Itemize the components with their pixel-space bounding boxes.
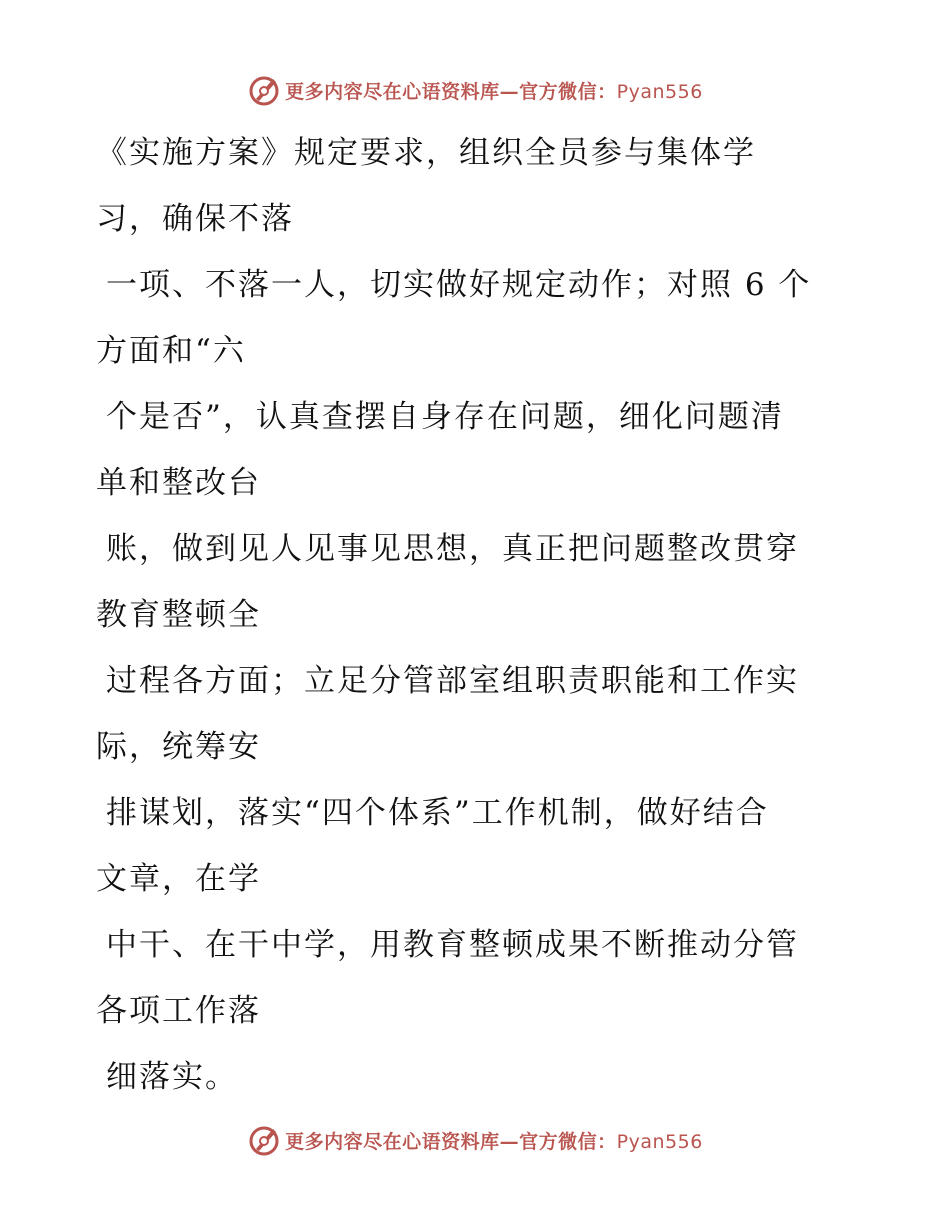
text-line: 单和整改台	[96, 465, 261, 501]
text-line: 细落实。	[106, 1059, 238, 1095]
quill-logo-icon	[247, 1123, 281, 1157]
text-line: 际，统筹安	[96, 729, 261, 765]
header-watermark	[0, 70, 950, 110]
text-line: 过程各方面；立足分管部室组职责职能和工作实	[106, 663, 799, 699]
quill-logo-icon	[247, 73, 281, 107]
text-line: 习，确保不落	[96, 201, 294, 237]
text-line: 排谋划，落实“四个体系”工作机制，做好结合	[106, 795, 769, 831]
watermark-text: 更多内容尽在心语资料库—官方微信：Pyan556	[285, 1130, 703, 1153]
text-line: 中干、在干中学，用教育整顿成果不断推动分管	[106, 927, 799, 963]
text-line: 方面和“六	[96, 333, 246, 369]
text-line: 一项、不落一人，切实做好规定动作；对照 6 个	[106, 267, 812, 303]
watermark-text: 更多内容尽在心语资料库—官方微信：Pyan556	[285, 80, 703, 103]
text-line: 账，做到见人见事见思想，真正把问题整改贯穿	[106, 531, 799, 567]
text-line: 各项工作落	[96, 993, 261, 1029]
text-line: 个是否”，认真查摆自身存在问题，细化问题清	[106, 399, 784, 435]
footer-watermark	[0, 1120, 950, 1160]
text-line: 《实施方案》规定要求，组织全员参与集体学	[96, 135, 756, 171]
text-line: 文章，在学	[96, 861, 261, 897]
text-line: 教育整顿全	[96, 597, 261, 633]
body-text	[96, 120, 856, 1110]
